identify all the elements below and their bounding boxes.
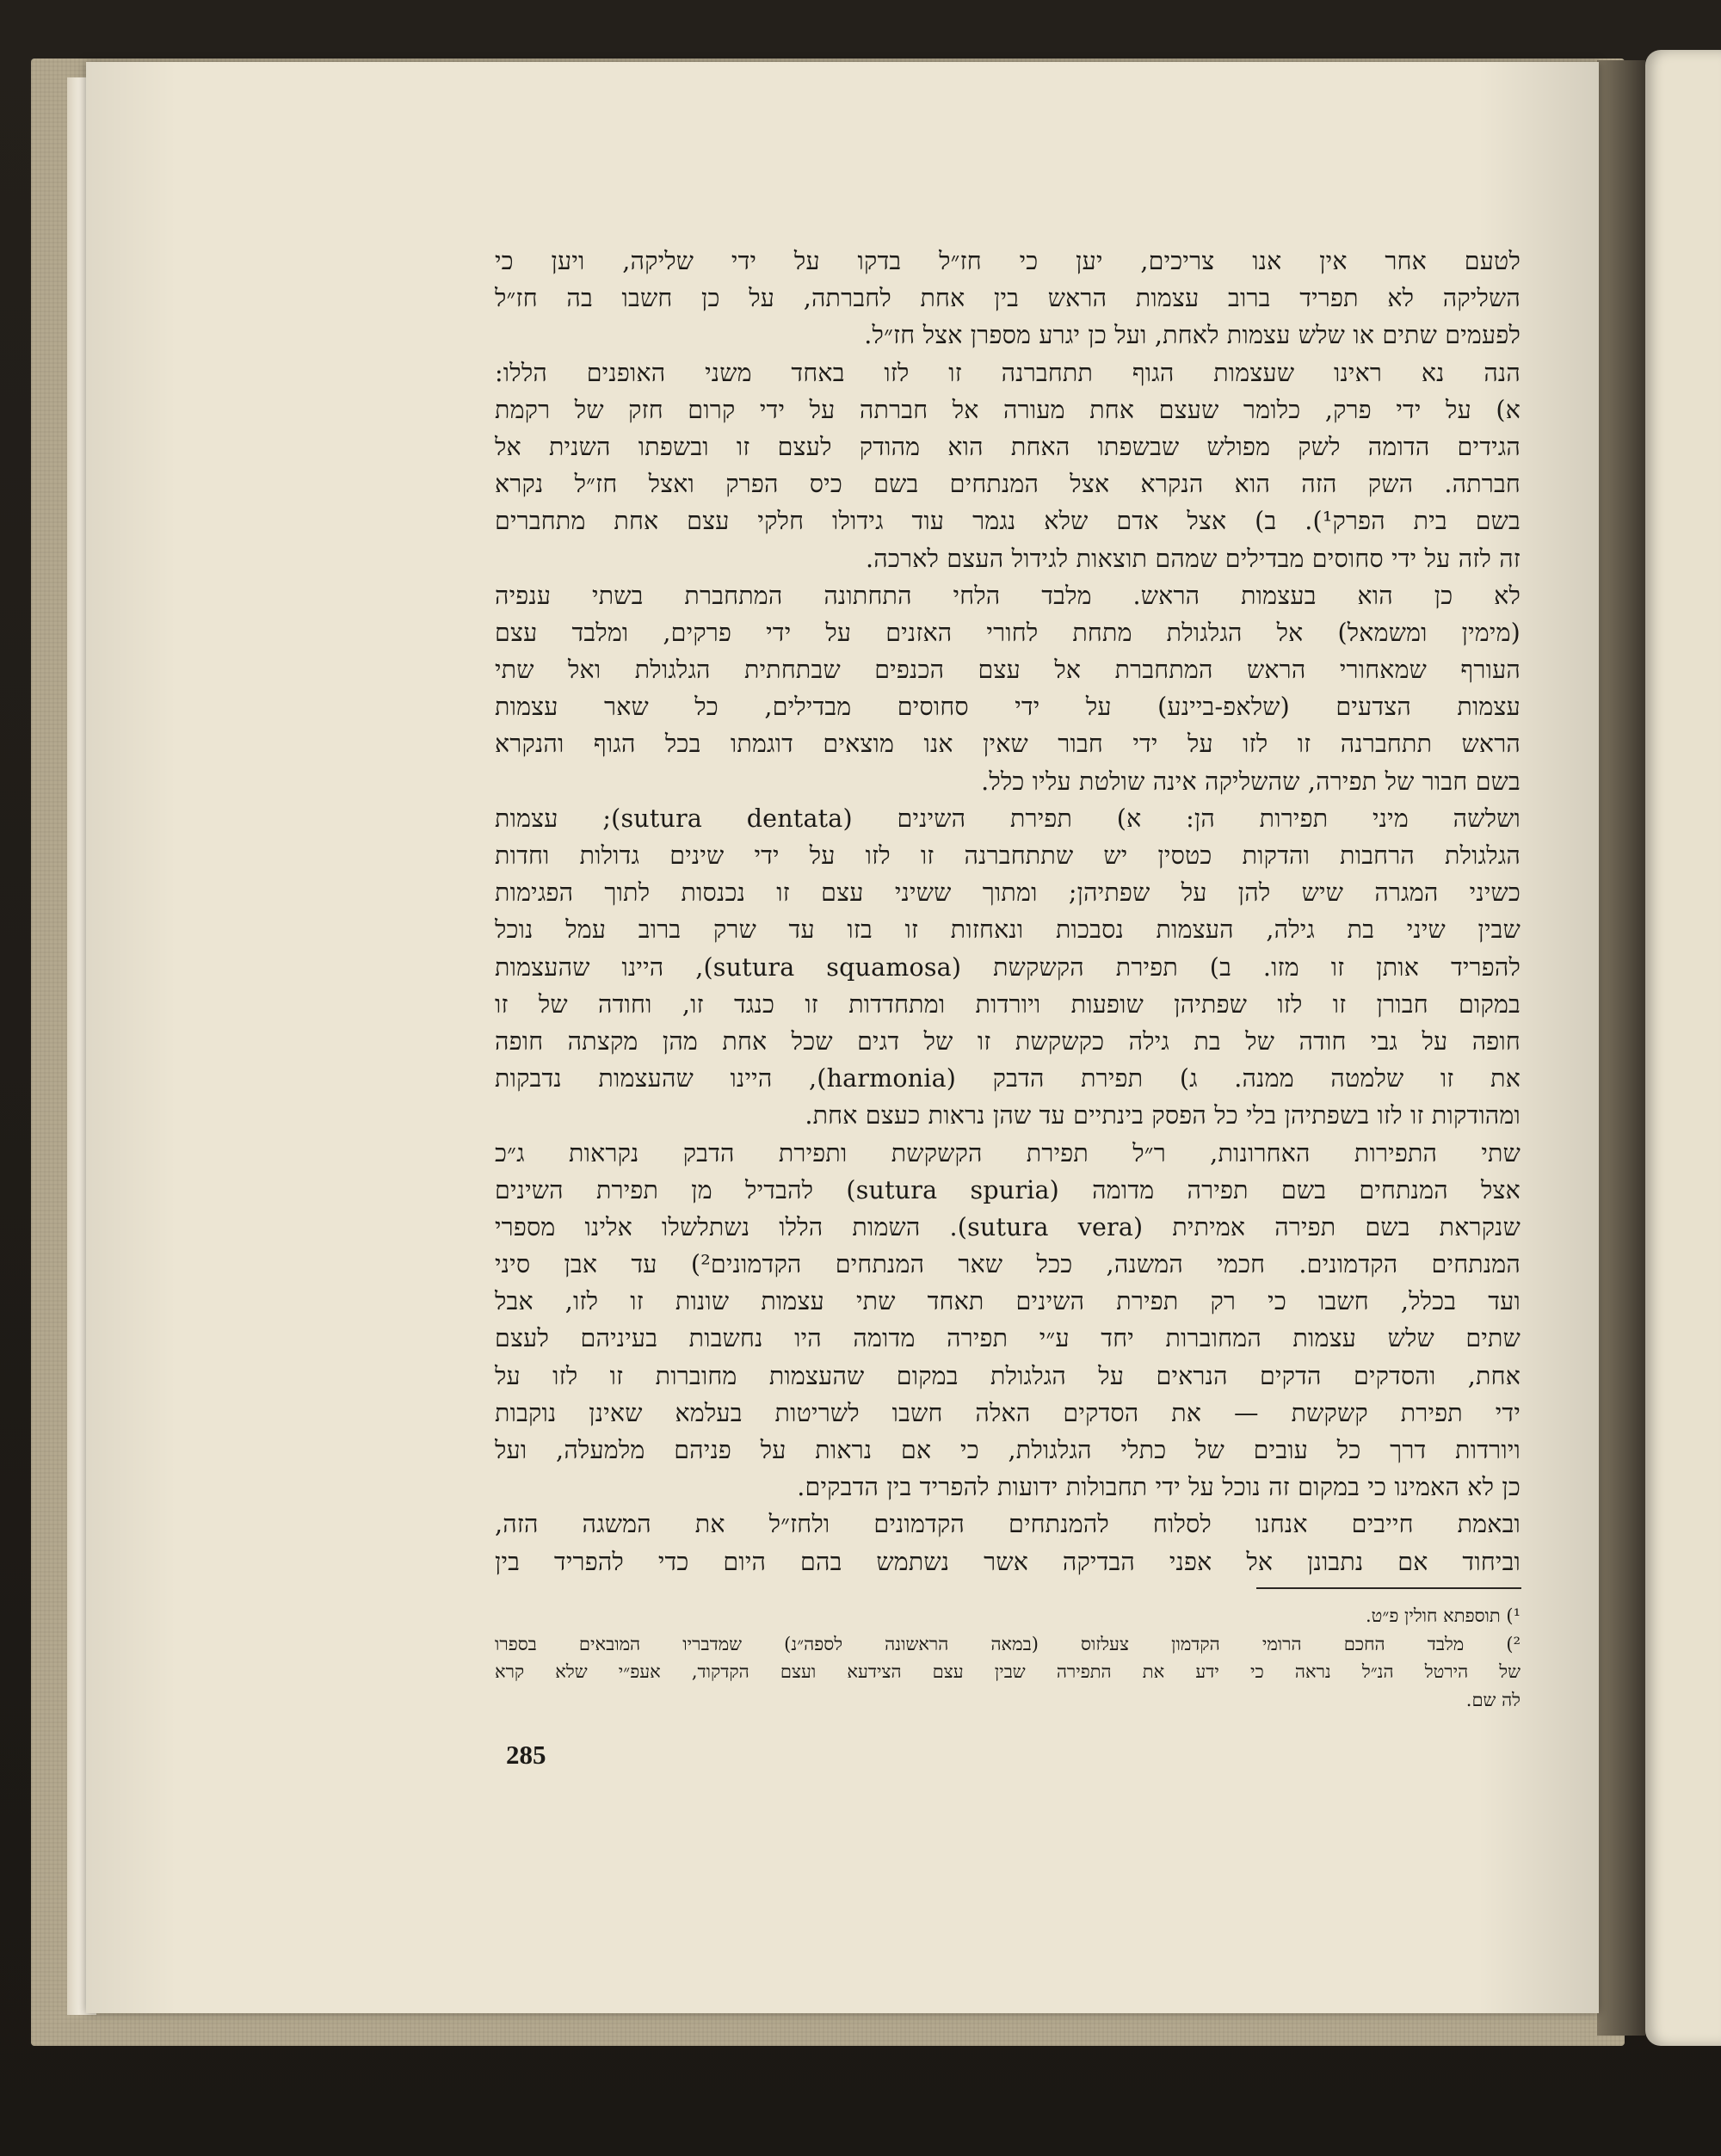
text-line: אחת, והסדקים הדקים הנראים על הגלגולת במקום שהעצמות מחוברות זו לזו על (495, 1361, 1521, 1390)
footnote-rule (1256, 1587, 1521, 1589)
text-line: השליקה לא תפריד ברוב עצמות הראש בין אחת לחברתה, על כן חשבו בה חז״ל (495, 284, 1521, 313)
text-line: א) על ידי פרק, כלומר שעצם אחת מעורה אל חברתה על ידי קרום חזק של רקמת (495, 395, 1521, 424)
text-line: (מימין ומשמאל) אל הגלגולת מתחת לחורי האזנים על ידי פרקים, ומלבד עצם (495, 618, 1521, 647)
footnote-line: ¹) תוספתא חולין פ״ט. (1365, 1605, 1521, 1626)
text-line: ויורדות דרך כל עובים של כתלי הגלגולת, כי אם נראות על פניהם מלמעלה, ועל (495, 1436, 1521, 1464)
text-line: הראש תתחברנה זו לזו על ידי חבור שאין אנו מוצאים דוגמתו בכל הגוף והנקרא (495, 730, 1521, 759)
text-line: ושלשה מיני תפירות הן: א) תפירת השינים (sutura dentata); עצמות (495, 804, 1521, 833)
text-line: העורף שמאחורי הראש המתחברת אל עצם הכנפים שבתחתית הגלגולת ואל שתי (495, 656, 1521, 685)
text-line: אצל המנתחים בשם תפירה מדומה (sutura spuria) להבדיל מן תפירת השינים (495, 1175, 1521, 1204)
text-line: זה לזה על ידי סחוסים מבדילים שמהם תוצאות לגידול העצם לארכה. (866, 544, 1521, 573)
page-number: 285 (506, 1740, 546, 1770)
facing-page-edge (1645, 50, 1721, 2046)
text-line: הגידים הדומה לשק מפולש שבשפתו האחת הוא מהודק לעצם זו ובשפתו השנית אל (495, 432, 1521, 461)
text-line: הגלגולת הרחבות והדקות כטסין יש שתתחברנה זו לזו על ידי שינים גדולות וחדות (495, 841, 1521, 870)
footnotes (495, 1602, 1521, 1714)
text-line: ובאמת חייבים אנחנו לסלוח להמנתחים הקדמונים ולחז״ל את המשגה הזה, (495, 1510, 1521, 1539)
text-line: את זו שלמטה ממנה. ג) תפירת הדבק (harmonia), היינו שהעצמות נדבקות (495, 1064, 1521, 1093)
text-line: לפעמים שתים או שלש עצמות לאחת, ועל כן יגרע מספרן אצל חז״ל. (864, 321, 1521, 350)
text-line: כשיני המגרה שיש להן על שפתיהן; ומתוך ששיני עצם זו נכנסות לתוך הפגימות (495, 878, 1521, 908)
text-line: ידי תפירת קשקשת — את הסדקים האלה חשבו לשריטות בעלמא שאינן נוקבות (495, 1398, 1521, 1427)
footnote-line: של הירטל הנ״ל נראה כי ידע את התפירה שבין עצם הצידעא ועצם הקדקוד, אעפ״י שלא קרא (495, 1661, 1521, 1682)
footnote-line: ²) מלבד החכם הרומי הקדמון צעלזוס (במאה הראשונה לספה״נ) שמדבריו המובאים בספרו (495, 1633, 1521, 1654)
text-line: להפריד אותן זו מזו. ב) תפירת הקשקשת (sutura squamosa), היינו שהעצמות (495, 952, 1521, 982)
text-line: שנקראת בשם תפירה אמיתית (sutura vera). השמות הללו נשתלשלו אלינו מספרי (495, 1212, 1521, 1241)
text-line: במקום חבורן זו לזו שפתיהן שופעות ויורדות ומתחדדות זו כנגד זו, וחודה של זו (495, 989, 1521, 1019)
text-line: בשם חבור של תפירה, שהשליקה אינה שולטת עליו כלל. (981, 767, 1521, 796)
text-line: שתים שלש עצמות המחוברות יחד ע״י תפירה מדומה היו נחשבות בעיניהם לעצם (495, 1324, 1521, 1353)
text-line: חופה על גבי חודה של בת גילה כקשקשת זו של דגים שכל אחת מהן מקצתה חופה (495, 1026, 1521, 1056)
text-line: ועד בכלל, חשבו כי רק תפירת השינים תאחד שתי עצמות שונות זו לזו, אבל (495, 1287, 1521, 1316)
book-gutter (1597, 60, 1645, 2036)
text-line: ומהודקות זו לזו בשפתיהן בלי כל הפסק בינתיים עד שהן נראות כעצם אחת. (805, 1101, 1521, 1130)
text-line: חברתה. השק הזה הוא הנקרא אצל המנתחים בשם כיס הפרק ואצל חז״ל נקרא (495, 470, 1521, 499)
text-line: שבין שיני בת גילה, העצמות נסבכות ונאחזות זו בזו עד שרק ברוב עמל נוכל (495, 915, 1521, 945)
text-line: שתי התפירות האחרונות, ר״ל תפירת הקשקשת ותפירת הדבק נקראות ג״כ (495, 1138, 1521, 1167)
text-line: עצמות הצדעים (שלאפ-ביינע) על ידי סחוסים מבדילים, כל שאר עצמות (495, 693, 1521, 722)
text-line: וביחוד אם נתבונן אל אפני הבדיקה אשר נשתמש בהם היום כדי להפריד בין (495, 1547, 1521, 1576)
body-text (495, 243, 1521, 1580)
text-line: לא כן הוא בעצמות הראש. מלבד הלחי התחתונה המתחברת בשתי ענפיה (495, 581, 1521, 610)
text-line: בשם בית הפרק¹). ב) אצל אדם שלא נגמר עוד גידולו חלקי עצם אחת מתחברים (495, 507, 1521, 536)
text-line: המנתחים הקדמונים. חכמי המשנה, ככל שאר המנתחים הקדמונים²) עד אבן סיני (495, 1250, 1521, 1279)
text-line: לטעם אחר אין אנו צריכים, יען כי חז״ל בדקו על ידי שליקה, ויען כי (495, 247, 1521, 275)
text-line: כן לא האמינו כי במקום זה נוכל על ידי תחבולות ידועות להפריד בין הדבקים. (797, 1473, 1521, 1502)
footnote-line: לה שם. (1465, 1689, 1521, 1710)
text-line: הנה נא ראינו שעצמות הגוף תתחברנה זו לזו באחד משני האופנים הללו: (495, 358, 1521, 387)
